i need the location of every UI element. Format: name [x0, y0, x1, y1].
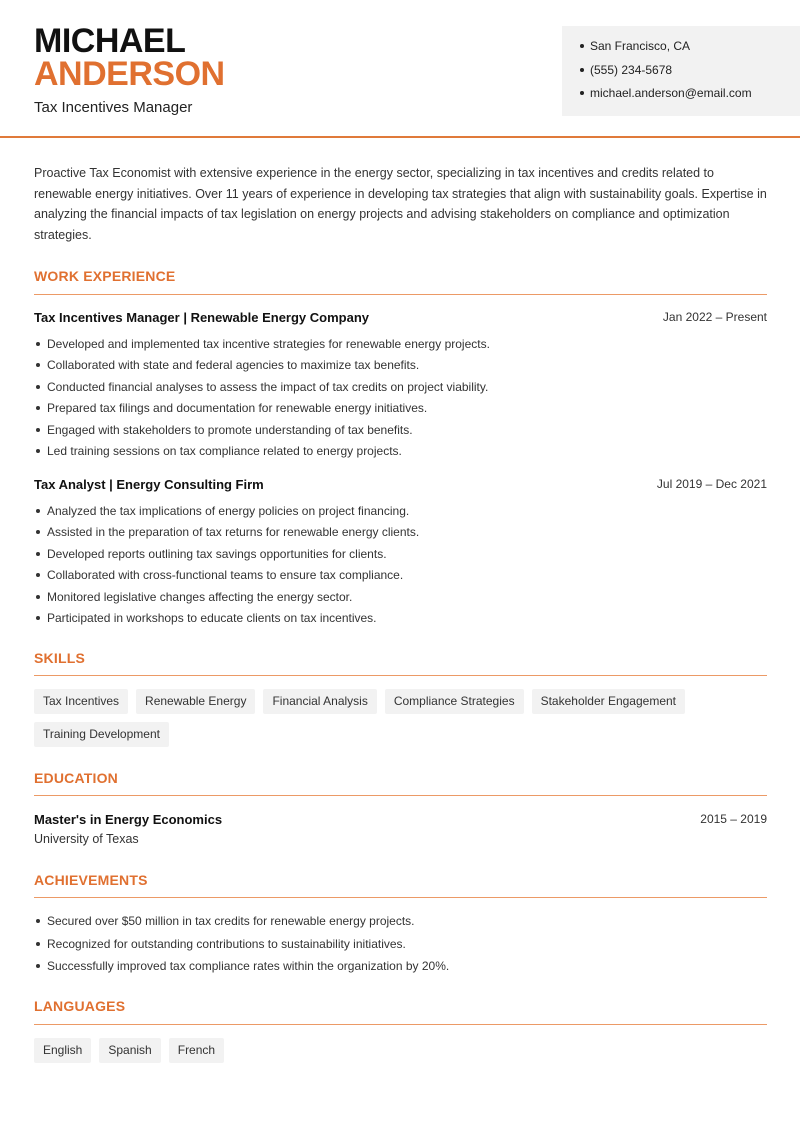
resume-header: [0, 0, 800, 138]
list-item: Successfully improved tax compliance rates within the organization by 20%.: [34, 958, 767, 981]
contact-phone: (555) 234-5678: [580, 62, 800, 86]
list-item: Secured over $50 million in tax credits for renewable energy projects.: [34, 913, 767, 936]
first-name: MICHAEL: [34, 22, 186, 60]
list-item: Participated in workshops to educate clients on tax incentives.: [34, 610, 767, 631]
contact-email: michael.anderson@email.com: [580, 85, 800, 109]
list-item: Collaborated with cross-functional teams to ensure tax compliance.: [34, 567, 767, 588]
job-bullets: [34, 503, 767, 631]
skill-chip: Renewable Energy: [136, 689, 255, 714]
language-chip: French: [169, 1038, 224, 1063]
education-school: University of Texas: [34, 832, 139, 846]
language-chip: English: [34, 1038, 91, 1063]
list-item: Collaborated with state and federal agencies to maximize tax benefits.: [34, 357, 767, 378]
list-item: Analyzed the tax implications of energy policies on project financing.: [34, 503, 767, 524]
section-divider: [34, 1024, 767, 1025]
list-item: Conducted financial analyses to assess the impact of tax credits on project viability.: [34, 379, 767, 400]
list-item: Assisted in the preparation of tax returns for renewable energy clients.: [34, 524, 767, 545]
section-title-languages: LANGUAGES: [34, 998, 126, 1014]
list-item: Led training sessions on tax compliance related to energy projects.: [34, 443, 767, 464]
skill-chip: Training Development: [34, 722, 169, 747]
education-degree: Master's in Energy Economics: [34, 812, 223, 827]
section-title-education: EDUCATION: [34, 770, 118, 786]
list-item: Monitored legislative changes affecting the energy sector.: [34, 589, 767, 610]
skill-chip: Compliance Strategies: [385, 689, 524, 714]
skill-chip: Tax Incentives: [34, 689, 128, 714]
job-title: Tax Incentives Manager: [34, 99, 193, 116]
section-divider: [34, 795, 767, 796]
job-role: Tax Incentives Manager | Renewable Energy Company: [34, 310, 370, 325]
job-dates: Jul 2019 – Dec 2021: [656, 477, 767, 491]
languages-list: [34, 1038, 767, 1063]
section-title-achievements: ACHIEVEMENTS: [34, 872, 148, 888]
skill-chip: Stakeholder Engagement: [532, 689, 685, 714]
job-role: Tax Analyst | Energy Consulting Firm: [34, 477, 264, 492]
language-chip: Spanish: [99, 1038, 160, 1063]
last-name: ANDERSON: [34, 55, 225, 93]
list-item: Recognized for outstanding contributions to sustainability initiatives.: [34, 936, 767, 959]
summary-paragraph: Proactive Tax Economist with extensive experience in the energy sector, specializing in tax incentives and credits related to renewable energy initiatives. Over 11 years of experience in developing tax strategies that align with sustainability goals. Expertise in analyzing the financial impacts of tax legislation on energy projects and advising stakeholders on compliance and optimization strategies.: [34, 166, 767, 243]
job-header: [34, 477, 767, 495]
education-dates: 2015 – 2019: [700, 812, 767, 826]
list-item: Developed reports outlining tax savings opportunities for clients.: [34, 546, 767, 567]
contact-location: San Francisco, CA: [580, 38, 800, 62]
section-title-skills: SKILLS: [34, 650, 85, 666]
list-item: Prepared tax filings and documentation for renewable energy initiatives.: [34, 400, 767, 421]
list-item: Developed and implemented tax incentive strategies for renewable energy projects.: [34, 336, 767, 357]
list-item: Engaged with stakeholders to promote understanding of tax benefits.: [34, 422, 767, 443]
skills-list: [34, 689, 767, 747]
job-header: [34, 310, 767, 328]
job-dates: Jan 2022 – Present: [662, 310, 767, 324]
section-divider: [34, 294, 767, 295]
section-title-work: WORK EXPERIENCE: [34, 268, 176, 284]
section-divider: [34, 675, 767, 676]
contact-box: [562, 26, 800, 116]
section-divider: [34, 897, 767, 898]
skill-chip: Financial Analysis: [263, 689, 376, 714]
achievements-list: [34, 913, 767, 981]
job-bullets: [34, 336, 767, 464]
